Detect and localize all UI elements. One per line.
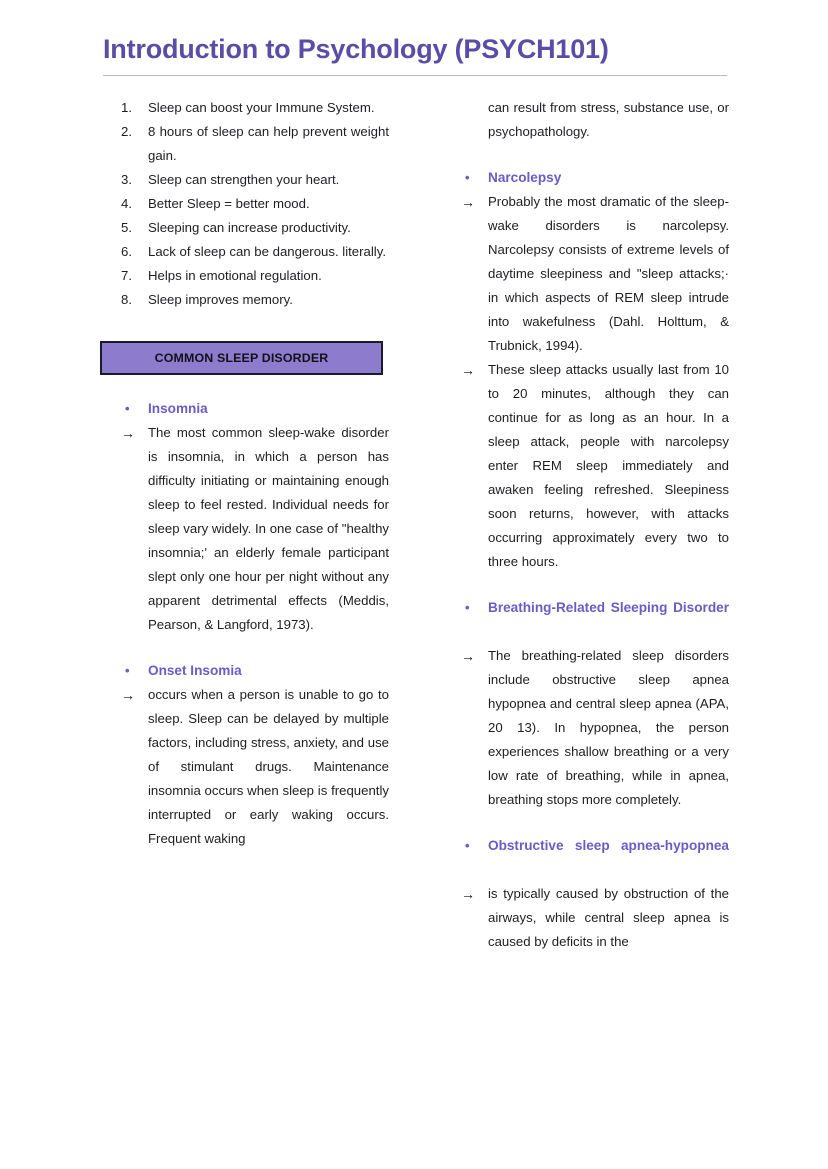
left-column xyxy=(99,96,389,851)
bullet-dot-icon: • xyxy=(465,600,470,615)
list-item xyxy=(99,168,389,192)
list-item-text: 8 hours of sleep can help prevent weight gain. xyxy=(148,124,389,163)
disorder-entry xyxy=(99,659,389,851)
list-item xyxy=(99,240,389,264)
disorder-paragraph-text: The most common sleep-wake disorder is insomnia, in which a person has difficulty initiating or maintaining enough sleep to feel rested. Individual needs for sleep vary widely. In one case of "healthy insomnia;' an elderly female participant slept only one hour per night without any apparent detrimental effects (Meddis, Pearson, & Langford, 1973). xyxy=(148,425,389,632)
list-item xyxy=(99,96,389,120)
list-item-number: 3. xyxy=(121,172,132,187)
arrow-bullet-icon: → xyxy=(461,194,475,210)
disorder-paragraph xyxy=(439,644,729,812)
right-column xyxy=(439,96,729,954)
disorder-heading-text: Breathing-Related Sleeping Disorder xyxy=(488,600,729,615)
bullet-dot-icon: • xyxy=(125,401,130,416)
arrow-bullet-icon: → xyxy=(461,886,475,902)
disorder-paragraph xyxy=(439,358,729,574)
left-disorder-entries xyxy=(99,397,389,851)
disorder-entry xyxy=(439,166,729,574)
list-item-text: Sleep can strengthen your heart. xyxy=(148,172,340,187)
list-item-text: Sleeping can increase productivity. xyxy=(148,220,351,235)
list-item xyxy=(99,192,389,216)
list-item-number: 2. xyxy=(121,124,132,139)
list-item-text: Better Sleep = better mood. xyxy=(148,196,310,211)
disorder-paragraph-text: These sleep attacks usually last from 10 to 20 minutes, although they can continue for as long as an hour. In a sleep attack, people with narcolepsy enter REM sleep immediately and awaken feeling refreshed. Sleepiness soon returns, however, with attacks occurring approximately every two to three hours. xyxy=(488,362,729,569)
list-item-number: 1. xyxy=(121,100,132,115)
page-title: Introduction to Psychology (PSYCH101) xyxy=(103,34,609,64)
disorder-paragraph xyxy=(99,421,389,637)
disorder-paragraph-text: occurs when a person is unable to go to sleep. Sleep can be delayed by multiple factors, including stress, anxiety, and use of stimulant drugs. Maintenance insomnia occurs when sleep is frequently interrupted or early waking occurs. Frequent waking xyxy=(148,687,389,846)
list-item-number: 7. xyxy=(121,268,132,283)
list-item xyxy=(99,288,389,312)
disorder-paragraph-text: is typically caused by obstruction of the airways, while central sleep apnea is caused by deficits in the xyxy=(488,886,729,949)
disorder-entry xyxy=(439,596,729,812)
section-box-label: COMMON SLEEP DISORDER xyxy=(154,351,329,365)
arrow-bullet-icon: → xyxy=(461,648,475,664)
disorder-paragraph-text: The breathing-related sleep disorders include obstructive sleep apnea hypopnea and central sleep apnea (APA, 20 13). In hypopnea, the person experiences shallow breathing or a very low rate of breathing, while in apnea, breathing stops more completely. xyxy=(488,648,729,807)
disorder-heading xyxy=(439,834,729,882)
continuation-paragraph xyxy=(439,96,729,144)
disorder-heading-text: Narcolepsy xyxy=(488,170,562,185)
disorder-paragraph-text: Probably the most dramatic of the sleep-wake disorders is narcolepsy. Narcolepsy consists of extreme levels of daytime sleepiness and "sleep attacks;· in which aspects of REM sleep intrude into wakefulness (Dahl. Holttum, & Trubnick, 1994). xyxy=(488,194,729,353)
arrow-bullet-icon: → xyxy=(121,687,135,703)
list-item-text: Sleep improves memory. xyxy=(148,292,293,307)
disorder-entry xyxy=(99,397,389,637)
disorder-heading xyxy=(439,596,729,644)
document-header xyxy=(103,34,727,76)
continuation-text: can result from stress, substance use, or psychopathology. xyxy=(488,100,729,139)
bullet-dot-icon: • xyxy=(125,663,130,678)
right-disorder-entries xyxy=(439,166,729,954)
disorder-entry xyxy=(439,834,729,954)
arrow-bullet-icon: → xyxy=(461,362,475,378)
disorder-paragraph xyxy=(439,190,729,358)
disorder-heading-text: Onset Insomia xyxy=(148,663,242,678)
arrow-bullet-icon: → xyxy=(121,425,135,441)
list-item xyxy=(99,120,389,168)
list-item-text: Helps in emotional regulation. xyxy=(148,268,322,283)
list-item-number: 5. xyxy=(121,220,132,235)
title-divider xyxy=(103,75,727,76)
disorder-heading xyxy=(99,397,389,421)
disorder-paragraph xyxy=(99,683,389,851)
list-item-number: 8. xyxy=(121,292,132,307)
common-sleep-disorder-box xyxy=(100,341,383,375)
disorder-heading-text: Obstructive sleep apnea-hypopnea xyxy=(488,838,729,853)
disorder-heading-text: Insomnia xyxy=(148,401,208,416)
list-item-text: Sleep can boost your Immune System. xyxy=(148,100,375,115)
sleep-benefits-list xyxy=(99,96,389,312)
disorder-heading xyxy=(99,659,389,683)
bullet-dot-icon: • xyxy=(465,838,470,853)
list-item xyxy=(99,216,389,240)
list-item-number: 4. xyxy=(121,196,132,211)
list-item-number: 6. xyxy=(121,244,132,259)
disorder-paragraph xyxy=(439,882,729,954)
list-item-text: Lack of sleep can be dangerous. literally. xyxy=(148,244,387,259)
bullet-dot-icon: • xyxy=(465,170,470,185)
list-item xyxy=(99,264,389,288)
disorder-heading xyxy=(439,166,729,190)
